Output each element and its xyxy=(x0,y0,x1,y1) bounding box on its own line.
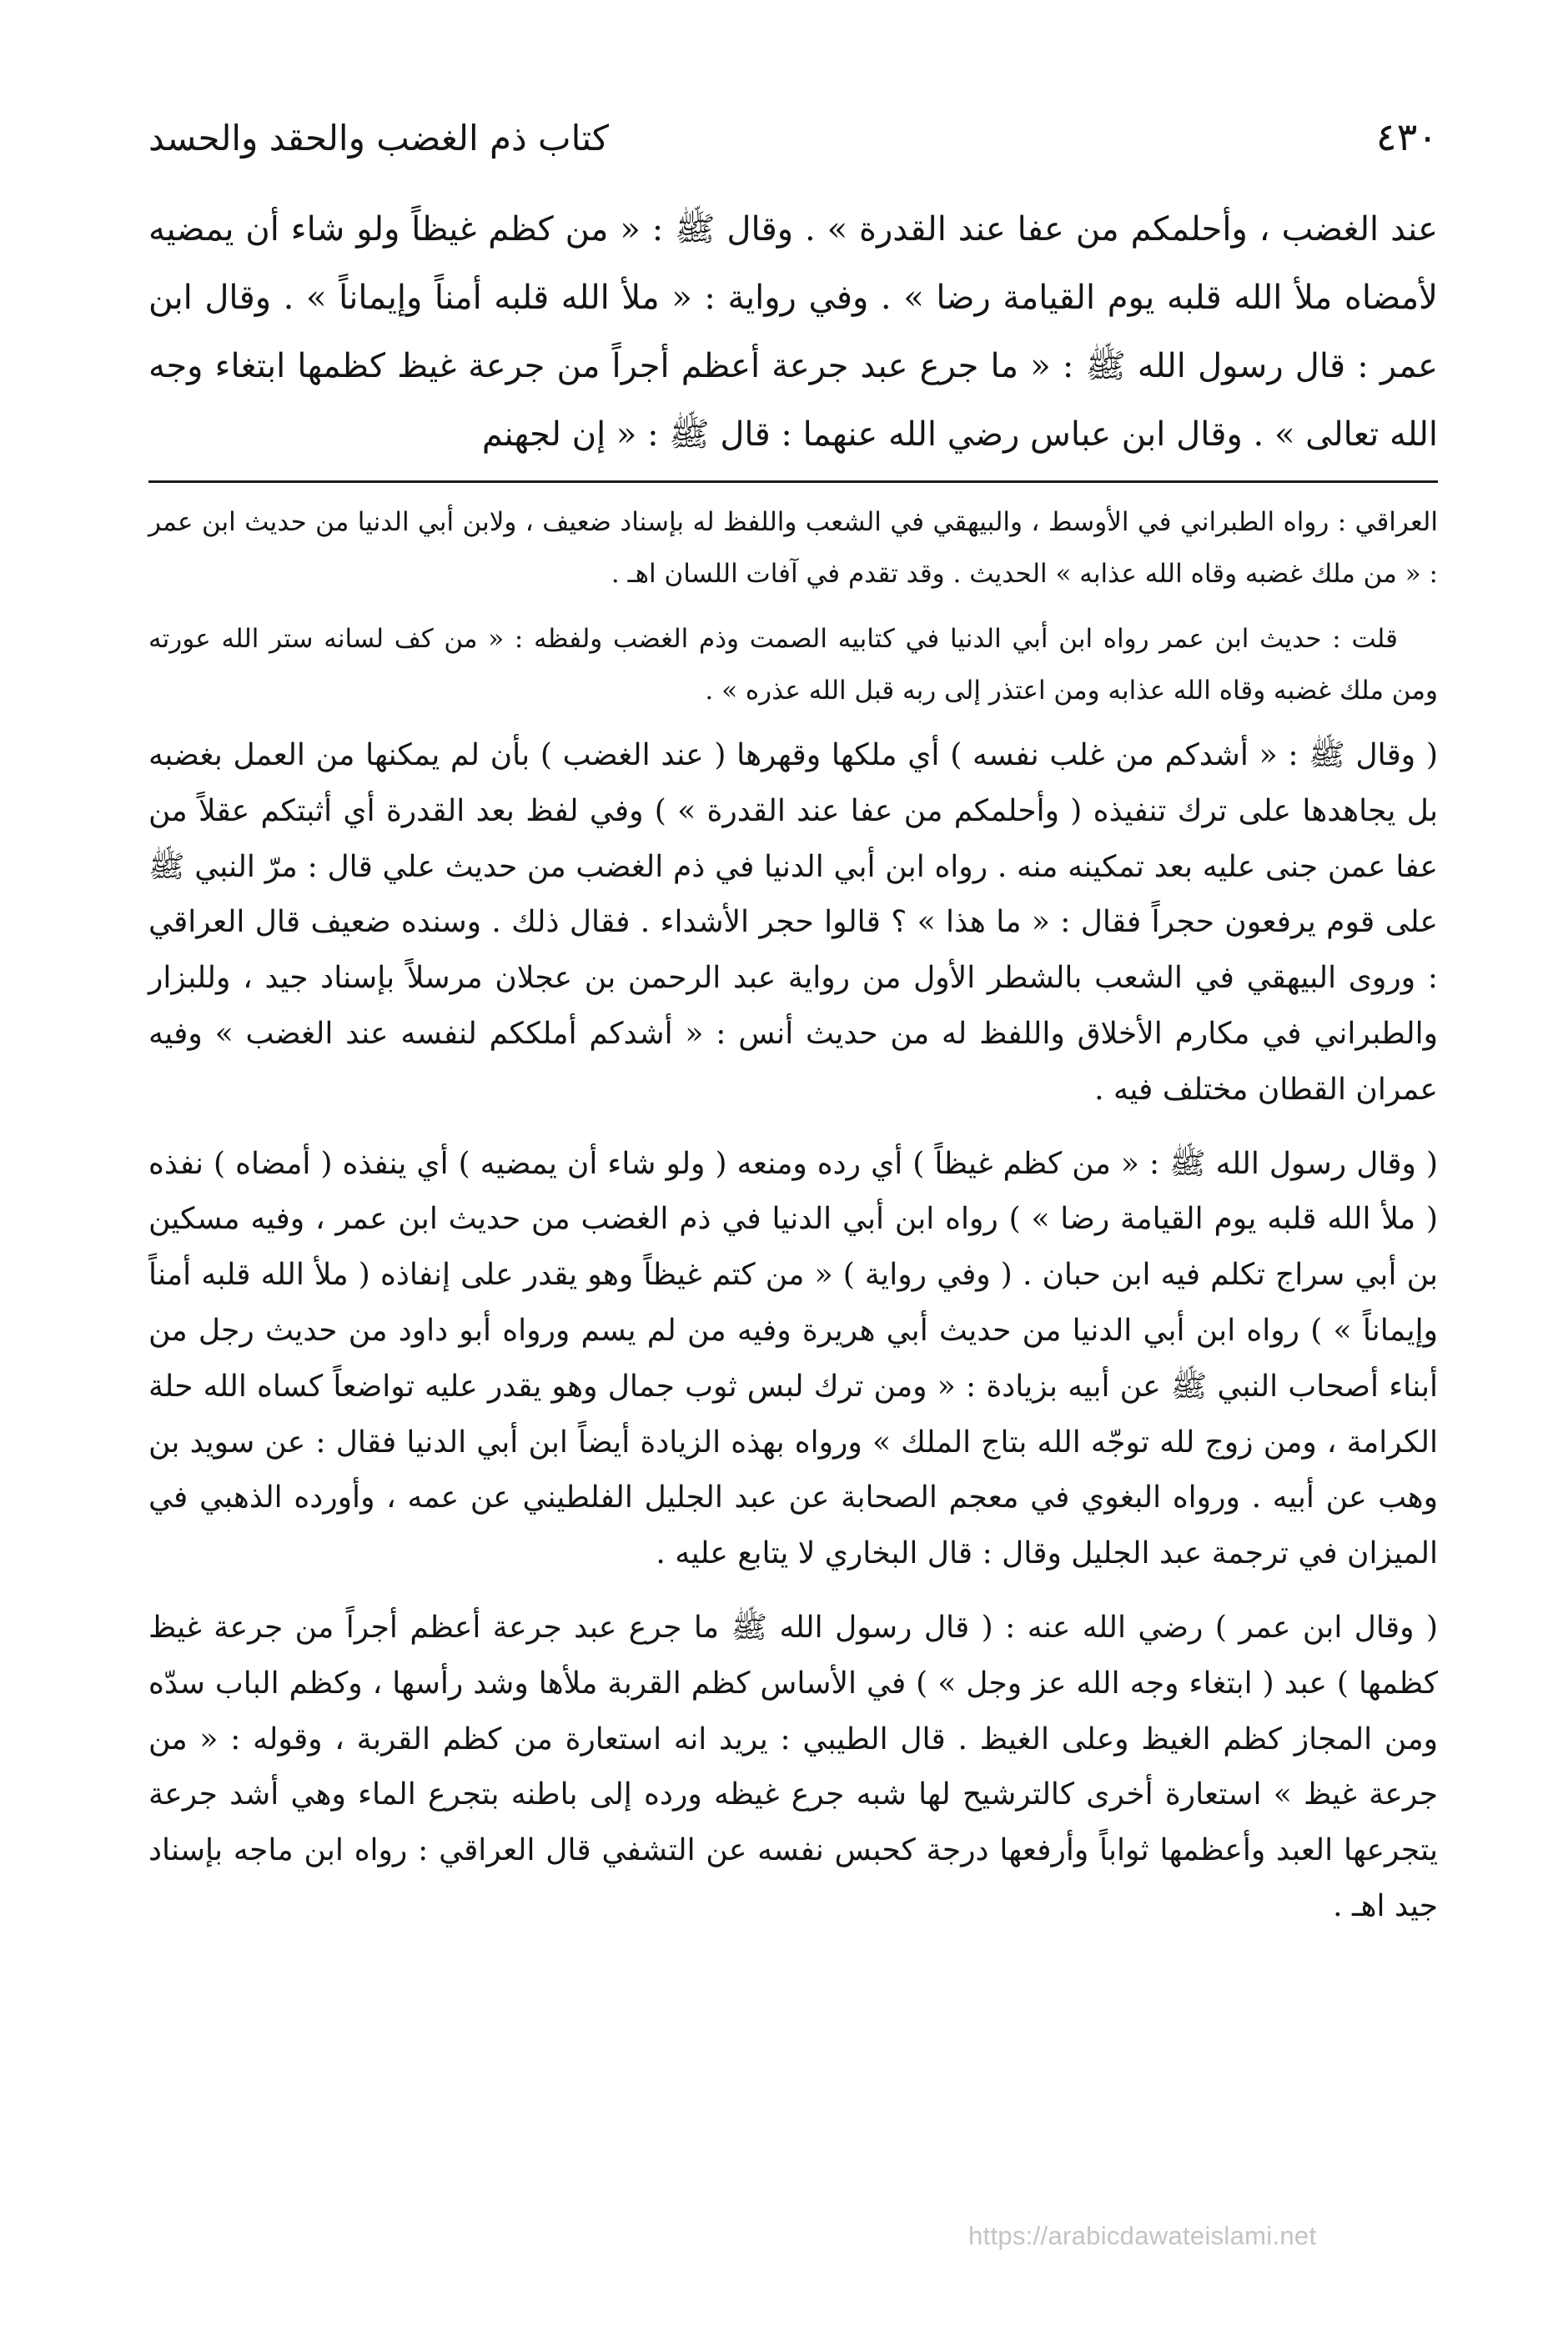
footnotes xyxy=(148,496,1438,716)
page-header xyxy=(148,107,1438,167)
commentary xyxy=(148,728,1438,1935)
main-text-paragraph: عند الغضب ، وأحلمكم من عفا عند القدرة » . وقال ﷺ : « من كظم غيظاً ولو شاء أن يمضيه لأمضاه ملأ الله قلبه يوم القيامة رضا » . وفي رواية : « ملأ الله قلبه أمناً وإيماناً » . وقال ابن عمر : قال رسول الله ﷺ : « ما جرع عبد جرعة أعظم أجراً من جرعة غيظ كظمها ابتغاء وجه الله تعالى » . وقال ابن عباس رضي الله عنهما : قال ﷺ : « إن لجهنم xyxy=(148,210,1439,454)
running-title: كتاب ذم الغضب والحقد والحسد xyxy=(148,118,610,158)
footnote-paragraph: قلت : حديث ابن عمر رواه ابن أبي الدنيا في كتابيه الصمت وذم الغضب ولفظه : « من كف لسانه ستر الله عورته ومن ملك غضبه وقاه الله عذابه ومن اعتذر إلى ربه قبل الله عذره » . xyxy=(148,624,1438,706)
footnote-paragraph: العراقي : رواه الطبراني في الأوسط ، والبيهقي في الشعب واللفظ له بإسناد ضعيف ، ولابن أبي الدنيا من حديث ابن عمر : « من ملك غضبه وقاه الله عذابه » الحديث . وقد تقدم في آفات اللسان اهـ . xyxy=(148,507,1438,589)
commentary-paragraph: ( وقال ﷺ : « أشدكم من غلب نفسه ) أي ملكها وقهرها ( عند الغضب ) بأن لم يمكنها من العمل بغضبه بل يجاهدها على ترك تنفيذه ( وأحلمكم من عفا عند القدرة » ) وفي لفظ بعد القدرة أي أثبتكم عقلاً من عفا عمن جنى عليه بعد تمكينه منه . رواه ابن أبي الدنيا في ذم الغضب من حديث علي قال : مرّ النبي ﷺ على قوم يرفعون حجراً فقال : « ما هذا » ؟ قالوا حجر الأشداء . فقال ذلك . وسنده ضعيف قال العراقي : وروى البيهقي في الشعب بالشطر الأول من رواية عبد الرحمن بن عجلان مرسلاً بإسناد جيد ، وللبزار والطبراني في مكارم الأخلاق واللفظ له من حديث أنس : « أشدكم أملككم لنفسه عند الغضب » وفيه عمران القطان مختلف فيه . xyxy=(148,738,1438,1107)
main-text xyxy=(148,195,1438,469)
book-page xyxy=(148,107,1438,1935)
commentary-paragraph: ( وقال ابن عمر ) رضي الله عنه : ( قال رسول الله ﷺ ما جرع عبد جرعة أعظم أجراً من جرعة غيظ كظمها ) عبد ( ابتغاء وجه الله عز وجل » ) في الأساس كظم القربة ملأها وشد رأسها ، وكظم الباب سدّه ومن المجاز كظم الغيظ وعلى الغيظ . قال الطيبي : يريد انه استعارة من كظم القربة ، وقوله : « من جرعة غيظ » استعارة أخرى كالترشيح لها شبه جرع غيظه ورده إلى باطنه بتجرع الماء وهي أشد جرعة يتجرعها العبد وأعظمها ثواباً وأرفعها درجة كحبس نفسه عن التشفي قال العراقي : رواه ابن ماجه بإسناد جيد اهـ . xyxy=(148,1610,1438,1923)
footnote-separator xyxy=(148,480,1438,483)
site-watermark: https://arabicdawateislami.net xyxy=(968,2221,1317,2250)
page-number: ٤٣٠ xyxy=(1375,114,1438,159)
commentary-paragraph: ( وقال رسول الله ﷺ : « من كظم غيظاً ) أي رده ومنعه ( ولو شاء أن يمضيه ) أي ينفذه ( أمضاه ) نفذه ( ملأ الله قلبه يوم القيامة رضا » ) رواه ابن أبي الدنيا في ذم الغضب من حديث ابن عمر ، وفيه مسكين بن أبي سراج تكلم فيه ابن حبان . ( وفي رواية ) « من كتم غيظاً وهو يقدر على إنفاذه ( ملأ الله قلبه أمناً وإيماناً » ) رواه ابن أبي الدنيا من حديث أبي هريرة وفيه من لم يسم ورواه أبو داود من حديث رجل من أبناء أصحاب النبي ﷺ عن أبيه بزيادة : « ومن ترك لبس ثوب جمال وهو يقدر عليه تواضعاً كساه الله حلة الكرامة ، ومن زوج لله توجّه الله بتاج الملك » ورواه بهذه الزيادة أيضاً ابن أبي الدنيا فقال : عن سويد بن وهب عن أبيه . ورواه البغوي في معجم الصحابة عن عبد الجليل الفلطيني عن عمه ، وأورده الذهبي في الميزان في ترجمة عبد الجليل وقال : قال البخاري لا يتابع عليه . xyxy=(148,1146,1438,1571)
